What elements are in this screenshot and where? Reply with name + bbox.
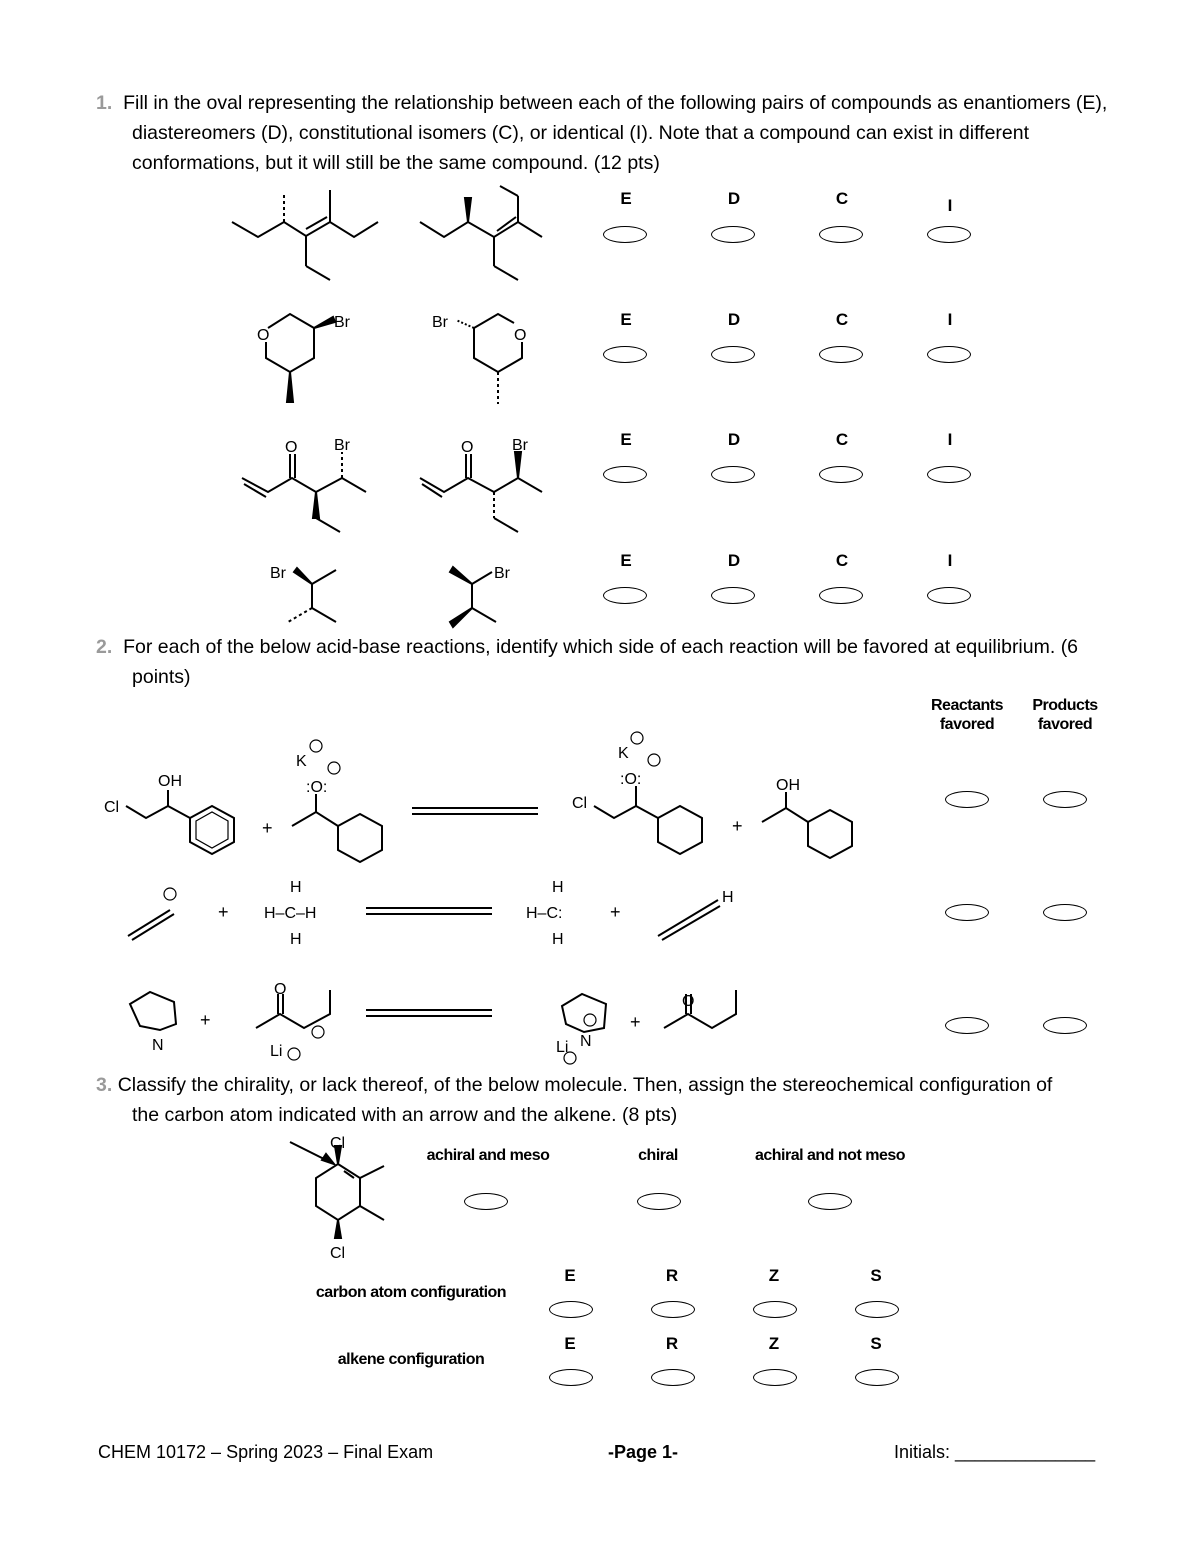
plus-sign: + (200, 1010, 211, 1030)
q1-pair3-left (242, 437, 366, 532)
choice-label-i: I (947, 196, 953, 215)
footer-initials: Initials: ______________ (894, 1442, 1096, 1462)
atom-br: Br (270, 565, 286, 582)
choice-label-d: D (727, 430, 741, 449)
choice-label-c: C (835, 430, 849, 449)
chirality-option-not-meso: achiral and not meso (754, 1147, 906, 1164)
choice-label-c: C (835, 189, 849, 208)
config-label-z: Z (768, 1266, 780, 1285)
oval-achiral-meso[interactable] (464, 1193, 508, 1210)
q2-reaction2 (128, 879, 734, 948)
atom-li: Li (556, 1039, 569, 1056)
config-label-r: R (665, 1266, 679, 1285)
oval-rxn2-products[interactable] (1043, 904, 1087, 921)
oval-row3-c[interactable] (819, 466, 863, 483)
question-1-text: Fill in the oval representing the relationship between each of the following pairs of compounds as enantiomers (E), diastereomers (D), constitutional isomers (C), or identical (I). Note that a compound can exist in different conformations, but it will still be the same compound. (12 pts) (123, 92, 1108, 174)
oval-rxn3-reactants[interactable] (945, 1017, 989, 1034)
oval-row2-d[interactable] (711, 346, 755, 363)
atom-oh: OH (158, 773, 182, 790)
oval-row2-e[interactable] (603, 346, 647, 363)
oval-row4-i[interactable] (927, 587, 971, 604)
question-1-number: 1. (96, 92, 113, 114)
oval-carbon-r[interactable] (651, 1301, 695, 1318)
q1-pair1-right (420, 186, 542, 280)
config-label-r: R (665, 1334, 679, 1353)
atom-br: Br (432, 314, 448, 331)
config-label-s: S (870, 1266, 882, 1285)
choice-label-e: E (620, 551, 632, 570)
atom-o: O (257, 327, 270, 344)
atom-cl: Cl (572, 795, 588, 812)
oval-row3-d[interactable] (711, 466, 755, 483)
oval-rxn3-products[interactable] (1043, 1017, 1087, 1034)
atom-br: Br (334, 437, 350, 454)
atom-k: K (618, 745, 629, 762)
choice-label-d: D (727, 310, 741, 329)
atom-o: O (274, 981, 287, 998)
plus-sign: + (262, 818, 273, 838)
oval-row3-e[interactable] (603, 466, 647, 483)
choice-label-i: I (947, 310, 953, 329)
atom-oh: OH (776, 777, 800, 794)
oval-row1-e[interactable] (603, 226, 647, 243)
oval-row3-i[interactable] (927, 466, 971, 483)
oval-row1-c[interactable] (819, 226, 863, 243)
choice-label-d: D (727, 551, 741, 570)
oval-alkene-s[interactable] (855, 1369, 899, 1386)
config-label-z: Z (768, 1334, 780, 1353)
oval-row1-d[interactable] (711, 226, 755, 243)
atom-h: H (722, 889, 734, 906)
plus-sign: + (610, 902, 621, 922)
plus-sign: + (218, 902, 229, 922)
question-2-text: For each of the below acid-base reactions, identify which side of each reaction will be favored at equilibrium. (6 points) (123, 636, 1079, 688)
q2-reaction3 (130, 981, 736, 1064)
atom-k: K (296, 753, 307, 770)
methane: H–C–H (264, 905, 317, 922)
atom-o: O (461, 439, 474, 456)
choice-label-e: E (620, 310, 632, 329)
q1-pair2-right (432, 314, 526, 404)
atom-br: Br (494, 565, 510, 582)
oval-rxn1-reactants[interactable] (945, 791, 989, 808)
atom-n: N (580, 1033, 592, 1050)
atom-br: Br (334, 314, 350, 331)
oval-row1-i[interactable] (927, 226, 971, 243)
choice-label-c: C (835, 310, 849, 329)
config-label-e: E (564, 1266, 576, 1285)
q1-pair4-right (450, 565, 511, 627)
atom-h: H (290, 879, 302, 896)
footer-course: CHEM 10172 – Spring 2023 – Final Exam (98, 1442, 434, 1462)
oval-achiral-not-meso[interactable] (808, 1193, 852, 1210)
carbon-config-label: carbon atom configuration (315, 1284, 507, 1301)
q1-pair1-left (232, 190, 378, 280)
atom-li: Li (270, 1043, 283, 1060)
choice-label-c: C (835, 551, 849, 570)
question-2-number: 2. (96, 636, 113, 658)
atom-o: O (285, 439, 298, 456)
q1-pair2-left (257, 314, 351, 402)
oval-row2-i[interactable] (927, 346, 971, 363)
atom-h: H (290, 931, 302, 948)
question-3-number: 3. (96, 1074, 113, 1096)
oval-rxn2-reactants[interactable] (945, 904, 989, 921)
q2-reaction1 (104, 732, 852, 862)
question-3-text: Classify the chirality, or lack thereof, of the below molecule. Then, assign the stereochemical configuration of the carbon atom indicated with an arrow and the alkene. (8 pts) (117, 1074, 1053, 1126)
choice-label-e: E (620, 189, 632, 208)
col-header-products: Products favored (1032, 697, 1098, 733)
alkene-config-label: alkene configuration (337, 1351, 485, 1368)
oval-alkene-z[interactable] (753, 1369, 797, 1386)
oval-rxn1-products[interactable] (1043, 791, 1087, 808)
oval-carbon-z[interactable] (753, 1301, 797, 1318)
oval-alkene-r[interactable] (651, 1369, 695, 1386)
atom-o: :O: (306, 779, 328, 796)
atom-o: O (682, 993, 695, 1010)
q1-pair3-right (420, 437, 542, 532)
atom-cl: Cl (330, 1245, 346, 1262)
config-label-s: S (870, 1334, 882, 1353)
oval-chiral[interactable] (637, 1193, 681, 1210)
q1-pair4-left (270, 565, 336, 622)
atom-o: :O: (620, 771, 642, 788)
footer-page: -Page 1- (608, 1442, 679, 1462)
chirality-option-chiral: chiral (638, 1147, 678, 1164)
oval-carbon-e[interactable] (549, 1301, 593, 1318)
chirality-option-meso: achiral and meso (426, 1147, 550, 1164)
oval-row4-e[interactable] (603, 587, 647, 604)
choice-label-i: I (947, 430, 953, 449)
q3-molecule (290, 1135, 384, 1262)
oval-carbon-s[interactable] (855, 1301, 899, 1318)
methyl-anion: H–C: (526, 905, 563, 922)
choice-label-i: I (947, 551, 953, 570)
plus-sign: + (630, 1012, 641, 1032)
atom-cl: Cl (330, 1135, 346, 1152)
atom-h: H (552, 931, 564, 948)
atom-n: N (152, 1037, 164, 1054)
choice-label-e: E (620, 430, 632, 449)
atom-cl: Cl (104, 799, 120, 816)
col-header-reactants: Reactants favored (931, 697, 1003, 733)
config-label-e: E (564, 1334, 576, 1353)
oval-row2-c[interactable] (819, 346, 863, 363)
atom-h: H (552, 879, 564, 896)
atom-br: Br (512, 437, 528, 454)
oval-alkene-e[interactable] (549, 1369, 593, 1386)
oval-row4-d[interactable] (711, 587, 755, 604)
plus-sign: + (732, 816, 743, 836)
oval-row4-c[interactable] (819, 587, 863, 604)
atom-o: O (514, 327, 527, 344)
choice-label-d: D (727, 189, 741, 208)
